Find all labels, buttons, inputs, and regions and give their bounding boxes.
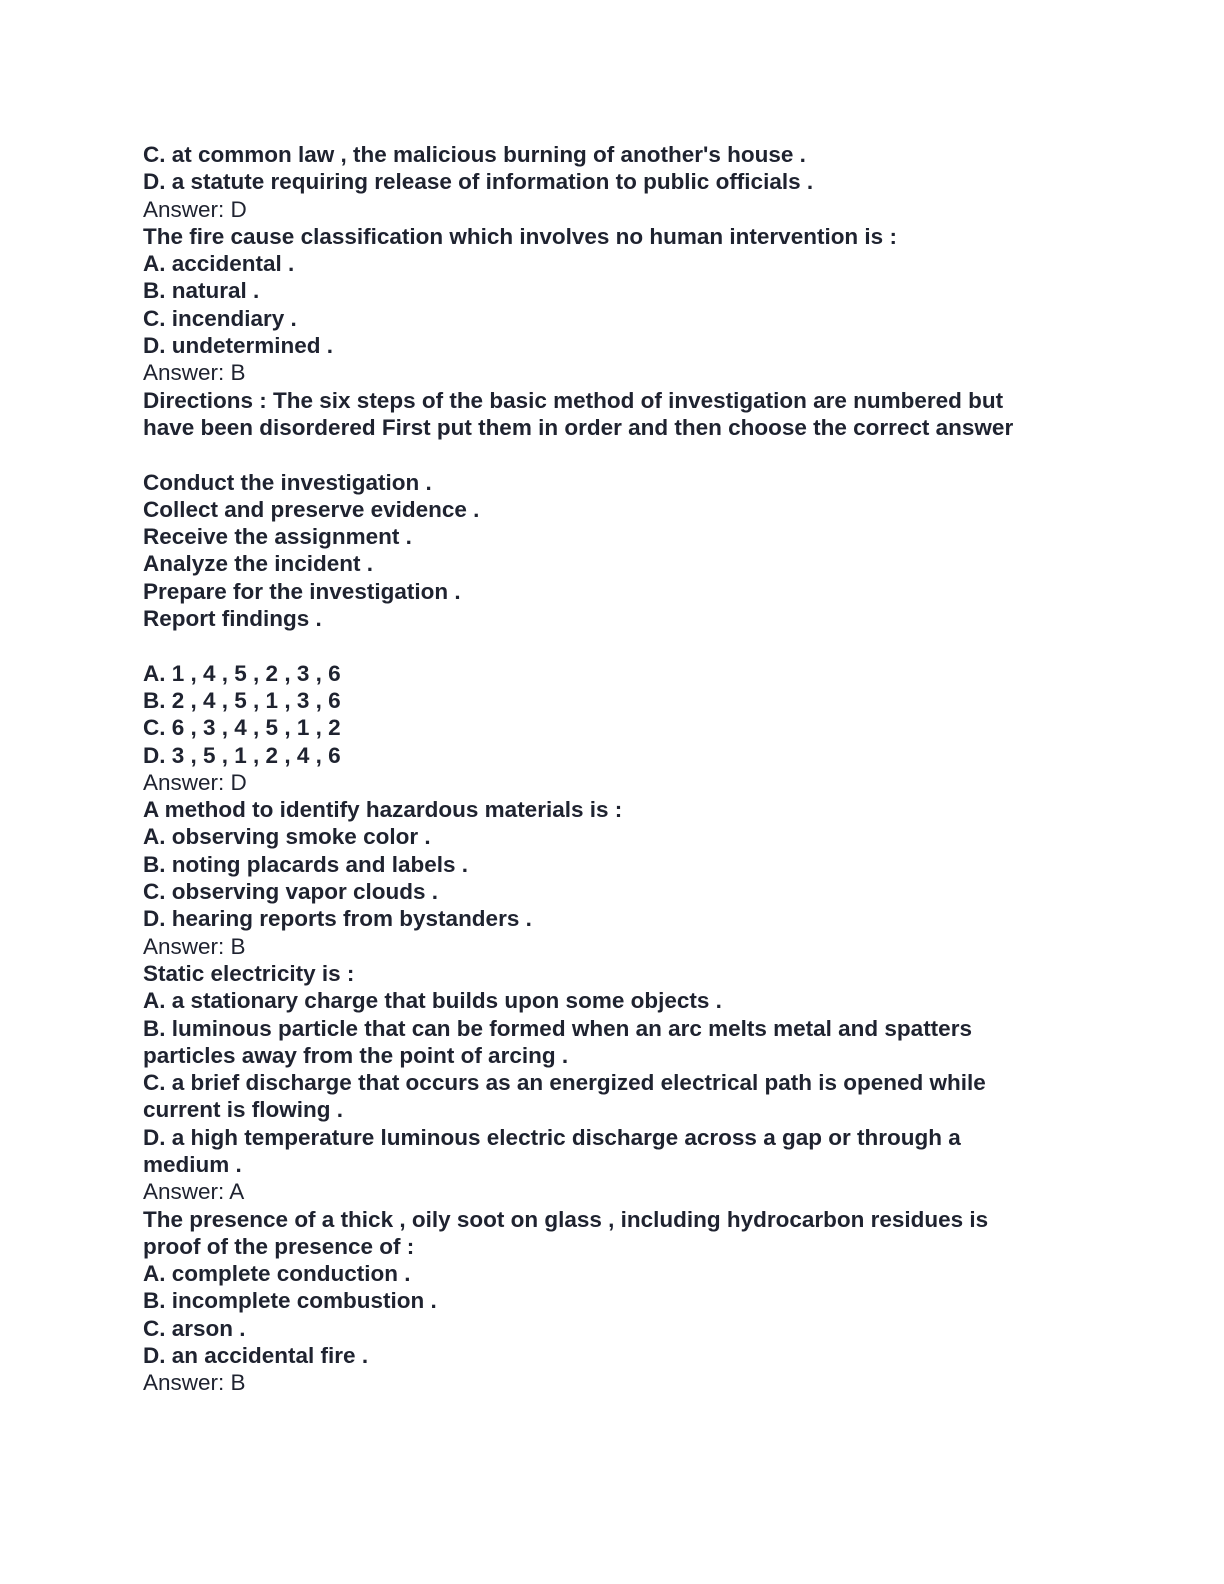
text-line: The fire cause classification which involves no human intervention is :	[143, 223, 897, 249]
text-line: B. natural .	[143, 278, 260, 304]
text-line: Conduct the investigation .	[143, 469, 432, 495]
text-line: B. luminous particle that can be formed when an arc melts metal and spatters	[143, 1015, 972, 1041]
text-line: A. complete conduction .	[143, 1261, 411, 1287]
answer-line: Answer: D	[143, 769, 247, 795]
text-line: B. noting placards and labels .	[143, 851, 469, 877]
text-line: current is flowing .	[143, 1097, 344, 1123]
text-line: B. 2 , 4 , 5 , 1 , 3 , 6	[143, 687, 341, 713]
blank-line	[143, 632, 1143, 659]
answer-line: Answer: A	[143, 1179, 245, 1205]
text-line: C. 6 , 3 , 4 , 5 , 1 , 2	[143, 715, 341, 741]
text-line: A. observing smoke color .	[143, 824, 431, 850]
text-line: C. incendiary .	[143, 305, 297, 331]
text-line: medium .	[143, 1151, 242, 1177]
text-line: A. a stationary charge that builds upon some objects .	[143, 988, 722, 1014]
text-line: Report findings .	[143, 606, 322, 632]
answer-line: Answer: D	[143, 196, 247, 222]
text-line: D. an accidental fire .	[143, 1343, 369, 1369]
text-line: The presence of a thick , oily soot on glass , including hydrocarbon residues is	[143, 1206, 989, 1232]
blank-line	[143, 441, 1143, 468]
text-line: D. hearing reports from bystanders .	[143, 906, 532, 932]
text-line: D. undetermined .	[143, 333, 334, 359]
text-line: Analyze the incident .	[143, 551, 374, 577]
document-page	[143, 141, 1143, 1397]
answer-line: Answer: B	[143, 933, 246, 959]
text-line: have been disordered First put them in order and then choose the correct answer	[143, 414, 1014, 440]
text-line: Receive the assignment .	[143, 524, 412, 550]
answer-line: Answer: B	[143, 1370, 246, 1396]
text-line: B. incomplete combustion .	[143, 1288, 437, 1314]
text-line: proof of the presence of :	[143, 1233, 415, 1259]
text-line: C. at common law , the malicious burning of another's house .	[143, 142, 806, 167]
text-line: particles away from the point of arcing .	[143, 1042, 569, 1068]
text-line: A. 1 , 4 , 5 , 2 , 3 , 6	[143, 660, 341, 686]
text-line: C. a brief discharge that occurs as an energized electrical path is opened while	[143, 1070, 986, 1096]
text-line: C. observing vapor clouds .	[143, 879, 439, 905]
text-line: A method to identify hazardous materials is :	[143, 797, 623, 823]
text-line: Collect and preserve evidence .	[143, 496, 480, 522]
text-line: Static electricity is :	[143, 960, 355, 986]
text-line: C. arson .	[143, 1315, 246, 1341]
text-line: Directions : The six steps of the basic method of investigation are numbered but	[143, 387, 1004, 413]
text-line: A. accidental .	[143, 251, 295, 277]
text-line: D. 3 , 5 , 1 , 2 , 4 , 6	[143, 742, 341, 768]
text-line: D. a statute requiring release of information to public officials .	[143, 169, 814, 195]
text-line: D. a high temperature luminous electric discharge across a gap or through a	[143, 1124, 961, 1150]
text-line: Prepare for the investigation .	[143, 578, 461, 604]
answer-line: Answer: B	[143, 360, 246, 386]
